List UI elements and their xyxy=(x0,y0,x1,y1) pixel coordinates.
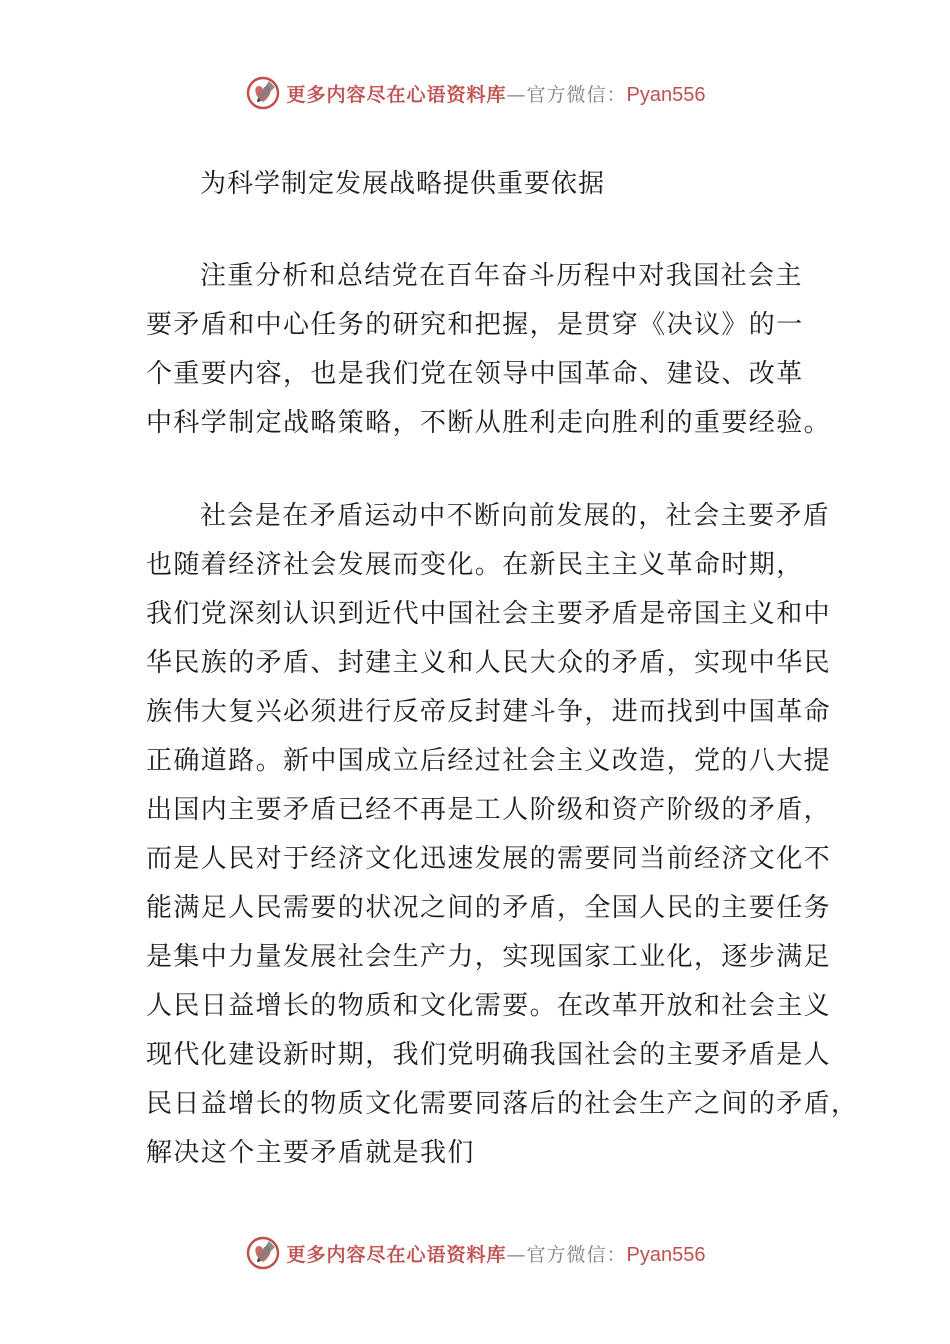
paragraph-1 xyxy=(146,252,836,448)
paragraph-line: 现代化建设新时期，我们党明确我国社会的主要矛盾是人 xyxy=(146,1040,832,1070)
footer-banner-wechat-id: Pyan556 xyxy=(626,1243,706,1266)
paragraph-line: 出国内主要矛盾已经不再是工人阶级和资产阶级的矛盾， xyxy=(146,795,832,825)
paragraph-line: 注重分析和总结党在百年奋斗历程中对我国社会主 xyxy=(200,261,803,291)
paragraph-line: 正确道路。新中国成立后经过社会主义改造，党的八大提 xyxy=(146,746,832,776)
paragraph-line: 中科学制定战略策略，不断从胜利走向胜利的重要经验。 xyxy=(146,408,832,438)
paragraph-2 xyxy=(146,492,859,1178)
paragraph-line: 族伟大复兴必须进行反帝反封建斗争，进而找到中国革命 xyxy=(146,697,832,727)
footer-banner-inner xyxy=(245,1235,706,1271)
header-banner-wechat-id: Pyan556 xyxy=(626,83,706,106)
header-banner-title: 更多内容尽在心语资料库 xyxy=(286,83,507,106)
heart-pen-logo-icon xyxy=(245,1235,281,1271)
paragraph-line: 能满足人民需要的状况之间的矛盾，全国人民的主要任务 xyxy=(146,893,832,923)
paragraph-line: 也随着经济社会发展而变化。在新民主主义革命时期， xyxy=(146,550,804,580)
header-banner-inner xyxy=(245,75,706,111)
section-heading: 为科学制定发展战略提供重要依据 xyxy=(200,169,606,199)
document-body xyxy=(146,160,859,1222)
paragraph-line: 社会是在矛盾运动中不断向前发展的，社会主要矛盾 xyxy=(200,501,831,531)
paragraph-line: 我们党深刻认识到近代中国社会主要矛盾是帝国主义和中 xyxy=(146,599,832,629)
heart-pen-logo-icon xyxy=(245,75,281,111)
paragraph-line: 个重要内容，也是我们党在领导中国革命、建设、改革 xyxy=(146,359,804,389)
paragraph-line: 华民族的矛盾、封建主义和人民大众的矛盾，实现中华民 xyxy=(146,648,832,678)
footer-banner xyxy=(0,1228,950,1278)
paragraph-line: 要矛盾和中心任务的研究和把握，是贯穿《决议》的一 xyxy=(146,310,804,340)
paragraph-line: 人民日益增长的物质和文化需要。在改革开放和社会主义 xyxy=(146,991,832,1021)
footer-banner-title: 更多内容尽在心语资料库 xyxy=(286,1243,507,1266)
header-banner-wechat-label: —官方微信： xyxy=(506,83,627,106)
paragraph-line: 解决这个主要矛盾就是我们 xyxy=(146,1138,475,1168)
footer-banner-wechat-label: —官方微信： xyxy=(506,1243,627,1266)
footer-banner-text xyxy=(287,1240,706,1267)
paragraph-line: 民日益增长的物质文化需要同落后的社会生产之间的矛盾， xyxy=(146,1089,859,1119)
header-banner-text xyxy=(287,80,706,107)
paragraph-line: 而是人民对于经济文化迅速发展的需要同当前经济文化不 xyxy=(146,844,832,874)
header-banner xyxy=(0,68,950,118)
paragraph-line: 是集中力量发展社会生产力，实现国家工业化，逐步满足 xyxy=(146,942,832,972)
